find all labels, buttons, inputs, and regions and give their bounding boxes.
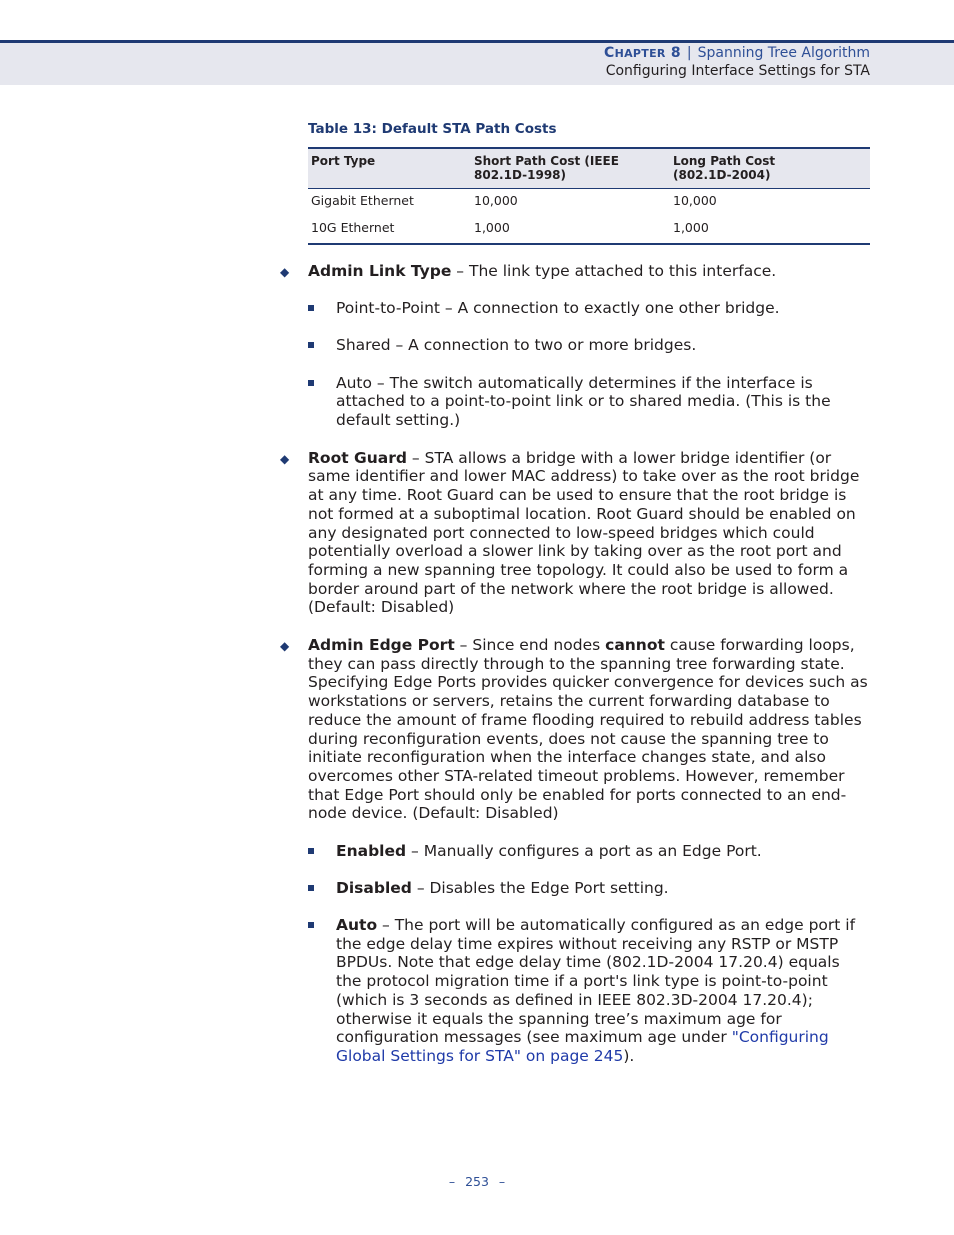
chapter-label: CHAPTER 8 (604, 45, 681, 61)
square-bullet-icon (308, 305, 314, 311)
column-header: Short Path Cost (IEEE 802.1D-1998) (471, 148, 670, 189)
option-term: Disabled (336, 878, 412, 897)
option-tail: ). (623, 1046, 635, 1065)
bullet-admin-edge-port (280, 636, 870, 823)
term: Admin Edge Port (308, 636, 455, 655)
table-cell: 1,000 (474, 220, 510, 235)
option-term: Auto (336, 915, 378, 934)
square-bullet-icon (308, 380, 314, 386)
sub-bullet (308, 879, 870, 898)
description: – STA allows a bridge with a lower bridge identifier (or same identifier and lower MAC address) to take over as the root bridge at any time. Root Guard can be used to ensure that the root bridge is not formed at a suboptimal location. Root Guard should be enabled on any designated port connected to low-speed bridges which could potentially overload a slower link by taking over as the root port and forming a new spanning tree topology. It could also be used to form a border around part of the network where the root bridge is allowed. (Default: Disabled) (308, 448, 860, 617)
table-row (308, 189, 870, 217)
table-header-row (308, 148, 870, 189)
description: – Since end nodes (454, 636, 606, 655)
sub-bullet (308, 842, 870, 861)
option-text: – Manually configures a port as an Edge Port. (406, 841, 762, 860)
option-term: Enabled (336, 841, 407, 860)
table-cell: Gigabit Ethernet (311, 193, 414, 208)
square-bullet-icon (308, 922, 314, 928)
chapter-title: Spanning Tree Algorithm (697, 45, 870, 61)
path-cost-table (308, 147, 870, 245)
sub-bullet (308, 299, 870, 318)
table-caption: Table 13: Default STA Path Costs (308, 121, 557, 137)
page-number-value: 253 (465, 1174, 489, 1189)
square-bullet-icon (308, 885, 314, 891)
bullet-admin-link-type (280, 262, 870, 281)
option-text: – Disables the Edge Port setting. (411, 878, 669, 897)
option-text: Shared – A connection to two or more bridges. (336, 336, 697, 355)
description: – The link type attached to this interface. (451, 262, 777, 280)
table-cell: 10G Ethernet (311, 220, 395, 235)
term: Admin Link Type (308, 262, 452, 280)
square-bullet-icon (308, 848, 314, 854)
square-bullet-icon (308, 342, 314, 348)
table-row (308, 216, 870, 244)
sub-bullet (308, 374, 870, 430)
term: Root Guard (308, 448, 407, 467)
cross-reference-link[interactable]: "Configuring Global Settings for STA" on page 245 (336, 1028, 829, 1065)
sub-bullet (308, 336, 870, 355)
sub-bullet (308, 916, 870, 1066)
emphasis: cannot (605, 636, 665, 655)
table-cell: 1,000 (673, 220, 709, 235)
bullet-root-guard (280, 449, 870, 617)
column-header: Long Path Cost (802.1D-2004) (670, 148, 870, 189)
option-text: – The port will be automatically configured as an edge port if the edge delay time expires without receiving any RSTP or MSTP BPDUs. Note that edge delay time (802.1D-2004 17.20.4) equals the protocol migration time if a port's link type is point-to-point (which is 3 seconds as defined in IEEE 802.3D-2004 17.20.4); otherwise it equals the spanning tree’s maximum age for configuration messages (see maximum age under (336, 915, 856, 1047)
table-cell: 10,000 (474, 193, 518, 208)
diamond-bullet-icon: ◆ (280, 451, 290, 466)
section-title: Configuring Interface Settings for STA (605, 63, 870, 79)
table-cell: 10,000 (673, 193, 717, 208)
option-text: Point-to-Point – A connection to exactly one other bridge. (336, 299, 780, 318)
column-header: Port Type (308, 148, 471, 189)
body-text (280, 262, 870, 1066)
page-number: – 253 – (448, 1174, 506, 1189)
diamond-bullet-icon: ◆ (280, 265, 290, 279)
header-separator: | (686, 45, 692, 61)
option-text: Auto – The switch automatically determines if the interface is attached to a point-to-point link or to shared media. (This is the default setting.) (336, 373, 831, 430)
diamond-bullet-icon: ◆ (280, 639, 290, 654)
running-header-chapter (604, 45, 870, 61)
description: cause forwarding loops, they can pass directly through to the spanning tree forwarding state. Specifying Edge Ports provides quicker convergence for devices such as workstations or servers, retains the current forwarding database to reduce the amount of frame flooding required to rebuild address tables during reconfiguration events, does not cause the spanning tree to initiate reconfiguration when the interface changes state, and also overcomes other STA-related timeout problems. However, remember that Edge Port should only be enabled for ports connected to an end-node device. (Default: Disabled) (308, 636, 868, 823)
